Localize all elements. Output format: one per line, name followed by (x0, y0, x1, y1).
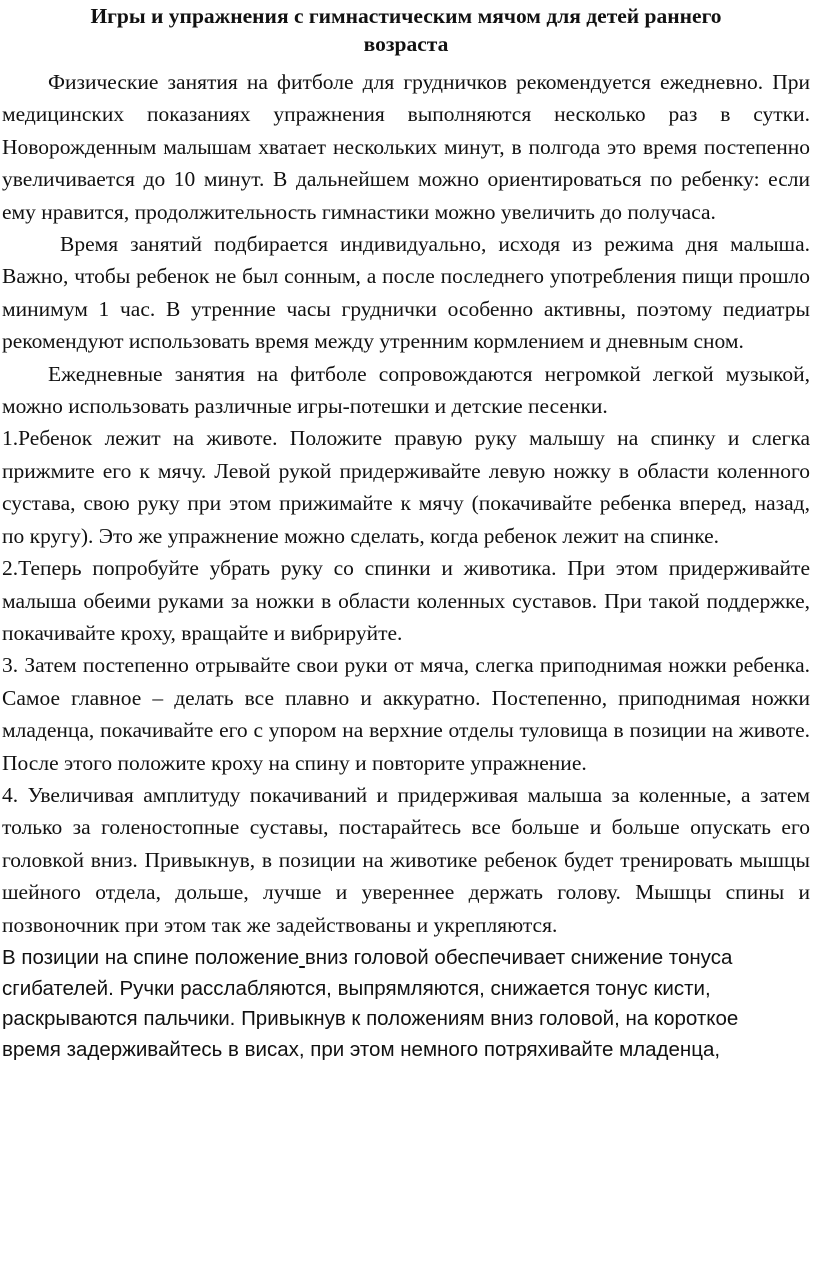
paragraph-frequency: Физические занятия на фитболе для грудничков рекомендуется ежедневно. При медицинских показаниях упражнения выполняются несколько раз в сутки. Новорожденным малышам хватает нескольких минут, в полгода это время постепенно увеличивается до 10 минут. В дальнейшем можно ориентироваться по ребенку: если ему нравится, продолжительность гимнастики можно увеличить до получаса. (2, 70, 810, 224)
exercise-1: 1.Ребенок лежит на животе. Положите правую руку малышу на спинку и слегка прижмите его к мячу. Левой рукой придерживайте левую ножку в области коленного сустава, свою руку при этом прижимайте к мячу (покачивайте ребенка вперед, назад, по кругу). Это же упражнение можно сделать, когда ребенок лежит на спинке. (2, 426, 810, 548)
closing-text-end: вниз головой обеспечивает снижение тонуса сгибателей. Ручки расслабляются, выпрямляются, снижается тонус кисти, раскрываются пальчики. Привыкнув к положениям вниз головой, на короткое время задерживайтесь в висах, при этом немного потряхивайте младенца, (2, 945, 739, 1061)
title-line-2: возраста (363, 32, 449, 56)
paragraph-timing: Время занятий подбирается индивидуально, исходя из режима дня малыша. Важно, чтобы ребенок не был сонным, а после последнего употребления пищи прошло минимум 1 час. В утренние часы груднички особенно активны, поэтому педиатры рекомендуют использовать время между утренним кормлением и дневным сном. (2, 232, 810, 354)
title-line-1: Игры и упражнения с гимнастическим мячом для детей раннего (90, 4, 722, 28)
exercise-4: 4. Увеличивая амплитуду покачиваний и придерживая малыша за коленные, а затем только за голеностопные суставы, постарайтесь все больше и больше опускать его головкой вниз. Привыкнув, в позиции на животике ребенок будет тренировать мышцы шейного отдела, дольше, лучше и увереннее держать голову. Мышцы спины и позвоночник при этом так же задействованы и укрепляются. (2, 782, 810, 937)
exercise-2: 2.Теперь попробуйте убрать руку со спинки и животика. При этом придерживайте малыша обеими руками за ножки в области коленных суставов. При такой поддержке, покачивайте кроху, вращайте и вибрируйте. (2, 556, 810, 645)
document-title (2, 2, 810, 58)
closing-text-start: В позиции на спине положение (2, 945, 300, 969)
paragraph-music: Ежедневные занятия на фитболе сопровождаются негромкой легкой музыкой, можно использовать различные игры-потешки и детские песенки. (2, 361, 810, 419)
exercise-3: 3. Затем постепенно отрывайте свои руки от мяча, слегка приподнимая ножки ребенка. Самое главное – делать все плавно и аккуратно. Постепенно, приподнимая ножки младенца, покачивайте его с упором на верхние отделы туловища в позиции на животе. После этого положите кроху на спину и повторите упражнение. (2, 653, 810, 775)
closing-paragraph (2, 943, 810, 1065)
document-body (2, 66, 810, 941)
